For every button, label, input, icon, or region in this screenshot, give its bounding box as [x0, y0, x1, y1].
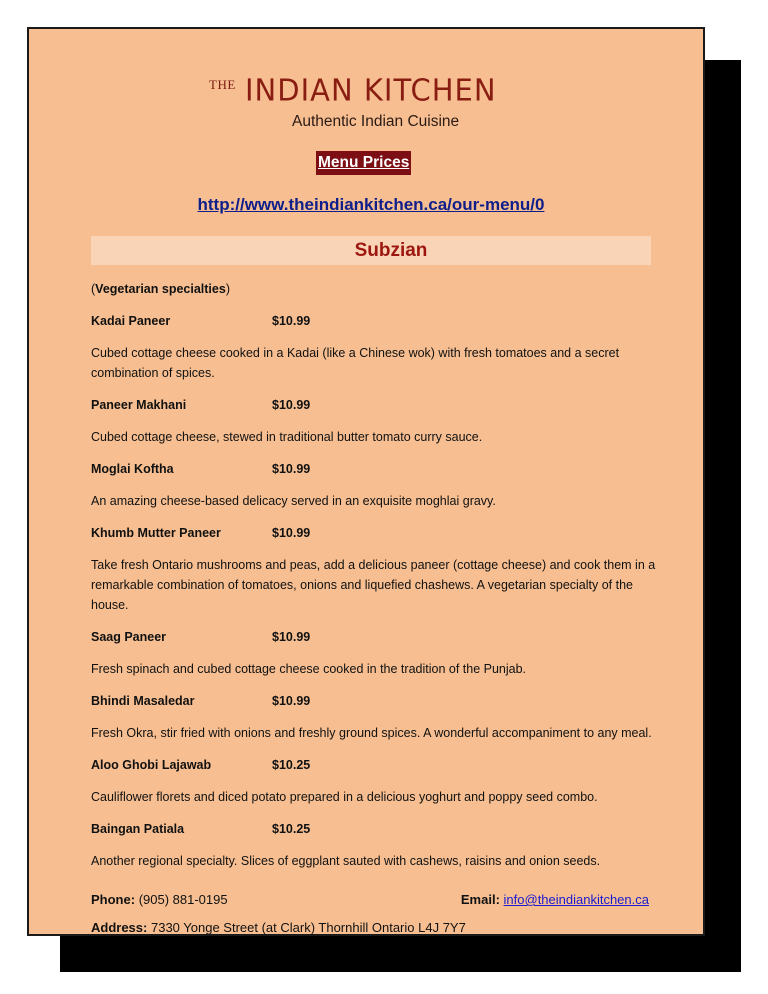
section-subtitle: (Vegetarian specialties) — [91, 282, 230, 296]
menu-item-header — [91, 755, 661, 787]
menu-item-description: Take fresh Ontario mushrooms and peas, add a delicious paneer (cottage cheese) and cook them in a remarkable combination of tomatoes, onions and liquefied chashews. A vegetarian specialty of the house. — [91, 558, 656, 612]
menu-item-price: $10.99 — [272, 526, 311, 540]
menu-item-name: Moglai Koftha — [91, 462, 174, 476]
menu-item-header — [91, 691, 661, 723]
menu-item-description: An amazing cheese-based delicacy served in an exquisite moghlai gravy. — [91, 494, 496, 508]
menu-item-header — [91, 395, 661, 427]
menu-item-description: Another regional specialty. Slices of eggplant sauted with cashews, raisins and onion seeds. — [91, 854, 601, 868]
logo-name: INDIAN KITCHEN — [245, 72, 497, 108]
menu-item-name: Khumb Mutter Paneer — [91, 526, 221, 540]
menu-item-description: Fresh Okra, stir fried with onions and freshly ground spices. A wonderful accompaniment to any meal. — [91, 726, 652, 740]
address-row — [91, 917, 651, 936]
menu-url-link[interactable]: http://www.theindiankitchen.ca/our-menu/0 — [197, 195, 545, 214]
menu-item-price: $10.25 — [272, 822, 311, 836]
section-header-bar — [91, 236, 651, 265]
address-text: 7330 Yonge Street (at Clark) Thornhill Ontario L4J 7Y7 — [150, 920, 466, 935]
menu-item-header — [91, 459, 661, 491]
email-block — [461, 889, 649, 911]
menu-item-header — [91, 523, 661, 555]
menu-item — [91, 523, 661, 615]
menu-item — [91, 459, 661, 511]
menu-item-name: Baingan Patiala — [91, 822, 185, 836]
menu-item-header — [91, 627, 661, 659]
menu-item-name: Paneer Makhani — [91, 398, 187, 412]
phone-label: Phone: — [91, 892, 136, 907]
menu-item-name: Aloo Ghobi Lajawab — [91, 758, 212, 772]
menu-item-header — [91, 819, 661, 851]
menu-item-price: $10.99 — [272, 630, 311, 644]
restaurant-logo — [209, 73, 549, 163]
menu-item — [91, 627, 661, 679]
section-subtitle-text: Vegetarian specialties — [95, 282, 226, 296]
logo-tagline: Authentic Indian Cuisine — [292, 113, 460, 130]
menu-item-description: Cubed cottage cheese cooked in a Kadai (like a Chinese wok) with fresh tomatoes and a secret combination of spices. — [91, 346, 620, 380]
menu-item-header — [91, 311, 661, 343]
menu-item-description: Cubed cottage cheese, stewed in traditional butter tomato curry sauce. — [91, 430, 483, 444]
menu-item-name: Kadai Paneer — [91, 314, 171, 328]
email-label: Email: — [460, 892, 500, 907]
menu-item — [91, 691, 661, 743]
section-title: Subzian — [354, 240, 428, 261]
menu-item-name: Bhindi Masaledar — [91, 694, 195, 708]
email-link[interactable]: info@theindiankitchen.ca — [503, 892, 649, 907]
menu-page — [27, 27, 705, 936]
menu-item-price: $10.99 — [272, 694, 311, 708]
phone-number: (905) 881-0195 — [138, 892, 228, 907]
logo-the: THE — [209, 77, 236, 92]
menu-item-description: Fresh spinach and cubed cottage cheese cooked in the tradition of the Punjab. — [91, 662, 527, 676]
menu-item-price: $10.99 — [272, 462, 311, 476]
contact-footer — [91, 889, 651, 936]
address-label: Address: — [91, 920, 148, 935]
menu-item — [91, 395, 661, 447]
menu-prices-heading: Menu Prices — [316, 151, 411, 175]
menu-item — [91, 819, 661, 871]
menu-item-price: $10.99 — [272, 398, 311, 412]
menu-item — [91, 755, 661, 807]
menu-content — [91, 279, 661, 883]
menu-item — [91, 311, 661, 383]
menu-item-description: Cauliflower florets and diced potato prepared in a delicious yoghurt and poppy seed combo. — [91, 790, 598, 804]
menu-item-name: Saag Paneer — [91, 630, 167, 644]
menu-item-price: $10.99 — [272, 314, 311, 328]
menu-item-price: $10.25 — [272, 758, 311, 772]
phone-email-row — [91, 889, 651, 911]
